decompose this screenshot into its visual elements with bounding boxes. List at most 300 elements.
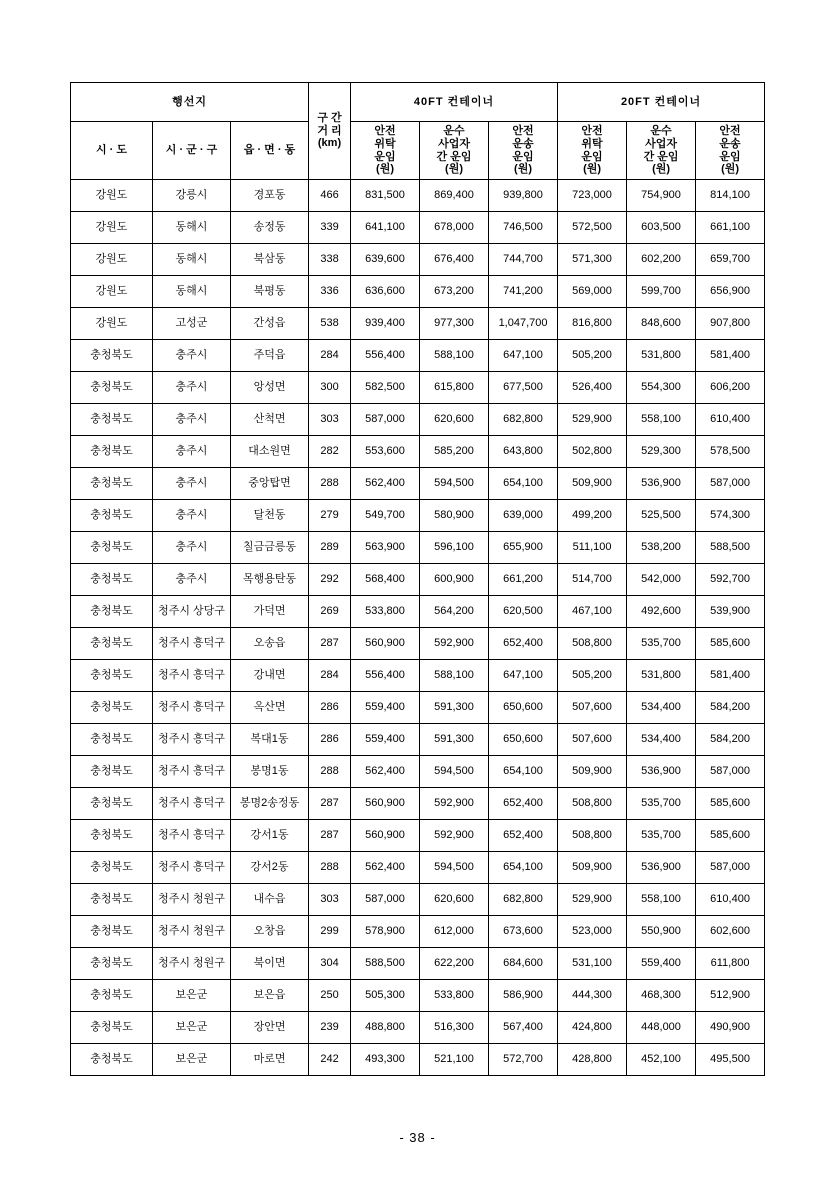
table-cell: 청주시 상당구 [153,596,231,628]
table-cell: 507,600 [558,724,627,756]
table-cell: 529,900 [558,404,627,436]
header-40ft-safe-trust-fare [351,122,420,180]
table-cell: 주덕읍 [231,340,309,372]
table-cell: 강원도 [71,180,153,212]
table-row [71,884,765,916]
table-cell: 보은군 [153,1044,231,1076]
table-cell: 508,800 [558,788,627,820]
table-cell: 533,800 [351,596,420,628]
table-cell: 239 [309,1012,351,1044]
table-cell: 충청북도 [71,692,153,724]
table-cell: 충청북도 [71,884,153,916]
table-cell: 655,900 [489,532,558,564]
table-cell: 554,300 [627,372,696,404]
table-cell: 571,300 [558,244,627,276]
table-cell: 509,900 [558,468,627,500]
table-cell: 충청북도 [71,564,153,596]
table-cell: 677,500 [489,372,558,404]
table-cell: 444,300 [558,980,627,1012]
table-cell: 달천동 [231,500,309,532]
table-cell: 충청북도 [71,372,153,404]
table-cell: 동해시 [153,212,231,244]
table-cell: 1,047,700 [489,308,558,340]
header-40ft-carrier-fare [420,122,489,180]
header-line: 간 운임 [643,150,679,163]
table-cell: 청주시 청원구 [153,948,231,980]
table-row [71,500,765,532]
table-cell: 652,400 [489,820,558,852]
table-header [71,83,765,180]
table-cell: 고성군 [153,308,231,340]
table-row [71,340,765,372]
header-line: 운임 [581,150,603,163]
table-cell: 639,000 [489,500,558,532]
table-cell: 468,300 [627,980,696,1012]
table-cell: 269 [309,596,351,628]
table-row [71,628,765,660]
table-row [71,404,765,436]
table-cell: 287 [309,788,351,820]
table-cell: 536,900 [627,756,696,788]
table-cell: 466 [309,180,351,212]
table-cell: 559,400 [351,724,420,756]
header-container-20ft: 20FT 컨테이너 [558,83,765,122]
table-cell: 충청북도 [71,628,153,660]
table-row [71,212,765,244]
table-cell: 562,400 [351,756,420,788]
table-cell: 청주시 흥덕구 [153,692,231,724]
table-cell: 587,000 [351,884,420,916]
table-cell: 강내면 [231,660,309,692]
table-cell: 639,600 [351,244,420,276]
table-row [71,724,765,756]
table-cell: 516,300 [420,1012,489,1044]
table-row [71,372,765,404]
header-line: (원) [376,163,394,176]
table-row [71,532,765,564]
table-cell: 654,100 [489,756,558,788]
table-cell: 장안면 [231,1012,309,1044]
table-cell: 250 [309,980,351,1012]
table-cell: 615,800 [420,372,489,404]
table-cell: 620,500 [489,596,558,628]
table-cell: 507,600 [558,692,627,724]
table-cell: 533,800 [420,980,489,1012]
table-cell: 599,700 [627,276,696,308]
table-cell: 539,900 [696,596,765,628]
header-distance-line1: 구 간 [317,112,342,125]
table-cell: 814,100 [696,180,765,212]
table-cell: 594,500 [420,468,489,500]
table-cell: 538 [309,308,351,340]
table-cell: 592,900 [420,788,489,820]
table-row [71,820,765,852]
table-cell: 562,400 [351,852,420,884]
table-cell: 536,900 [627,468,696,500]
header-line: 운수 [443,125,465,138]
table-cell: 옥산면 [231,692,309,724]
table-row [71,468,765,500]
table-cell: 499,200 [558,500,627,532]
table-cell: 충주시 [153,404,231,436]
table-header-row-group [71,83,765,122]
table-row [71,244,765,276]
table-cell: 531,100 [558,948,627,980]
table-cell: 606,200 [696,372,765,404]
table-cell: 531,800 [627,660,696,692]
table-cell: 564,200 [420,596,489,628]
header-line: 간 운임 [436,150,472,163]
header-20ft-carrier-fare [627,122,696,180]
table-cell: 652,400 [489,628,558,660]
header-distance-line2: 거 리 [317,124,342,137]
table-cell: 보은군 [153,1012,231,1044]
table-cell: 강원도 [71,244,153,276]
table-cell: 청주시 청원구 [153,884,231,916]
header-sido: 시 · 도 [71,122,153,180]
header-line: 사업자 [645,137,677,150]
table-cell: 488,800 [351,1012,420,1044]
header-line: 운임 [719,150,741,163]
table-cell: 585,600 [696,820,765,852]
table-cell: 충청북도 [71,756,153,788]
table-cell: 충주시 [153,372,231,404]
table-cell: 509,900 [558,852,627,884]
table-cell: 299 [309,916,351,948]
table-cell: 594,500 [420,852,489,884]
table-cell: 907,800 [696,308,765,340]
table-cell: 충청북도 [71,820,153,852]
table-cell: 594,500 [420,756,489,788]
table-cell: 경포동 [231,180,309,212]
table-cell: 592,900 [420,820,489,852]
table-cell: 586,900 [489,980,558,1012]
table-cell: 580,900 [420,500,489,532]
table-cell: 560,900 [351,788,420,820]
table-cell: 충청북도 [71,660,153,692]
table-cell: 869,400 [420,180,489,212]
table-cell: 643,800 [489,436,558,468]
table-cell: 424,800 [558,1012,627,1044]
table-cell: 충청북도 [71,1044,153,1076]
table-cell: 충청북도 [71,788,153,820]
table-row [71,916,765,948]
header-line: 사업자 [438,137,470,150]
table-cell: 582,500 [351,372,420,404]
table-cell: 청주시 흥덕구 [153,724,231,756]
table-cell: 556,400 [351,660,420,692]
table-cell: 304 [309,948,351,980]
table-cell: 289 [309,532,351,564]
table-cell: 641,100 [351,212,420,244]
table-cell: 661,100 [696,212,765,244]
table-cell: 587,000 [696,852,765,884]
table-cell: 마로면 [231,1044,309,1076]
table-cell: 673,600 [489,916,558,948]
table-cell: 678,000 [420,212,489,244]
table-cell: 강원도 [71,212,153,244]
table-cell: 청주시 흥덕구 [153,820,231,852]
table-cell: 535,700 [627,628,696,660]
table-cell: 286 [309,724,351,756]
table-cell: 287 [309,820,351,852]
table-cell: 452,100 [627,1044,696,1076]
table-row [71,180,765,212]
table-cell: 939,800 [489,180,558,212]
header-eupmyeondong: 읍 · 면 · 동 [231,122,309,180]
table-row [71,692,765,724]
table-cell: 간성읍 [231,308,309,340]
header-line: (원) [445,163,463,176]
table-cell: 529,300 [627,436,696,468]
table-cell: 526,400 [558,372,627,404]
table-cell: 568,400 [351,564,420,596]
table-cell: 충청북도 [71,916,153,948]
table-cell: 511,100 [558,532,627,564]
table-cell: 336 [309,276,351,308]
table-cell: 848,600 [627,308,696,340]
table-cell: 673,200 [420,276,489,308]
table-cell: 574,300 [696,500,765,532]
table-row [71,1012,765,1044]
table-cell: 650,600 [489,724,558,756]
header-line: 안전 [719,125,741,138]
table-cell: 490,900 [696,1012,765,1044]
table-cell: 북이면 [231,948,309,980]
table-cell: 288 [309,852,351,884]
header-line: (원) [721,163,740,176]
table-row [71,980,765,1012]
table-cell: 588,100 [420,340,489,372]
table-cell: 북삼동 [231,244,309,276]
table-cell: 602,200 [627,244,696,276]
header-container-40ft: 40FT 컨테이너 [351,83,558,122]
table-cell: 831,500 [351,180,420,212]
table-cell: 충청북도 [71,1012,153,1044]
table-cell: 682,800 [489,884,558,916]
table-cell: 572,700 [489,1044,558,1076]
header-20ft-safe-trust-fare [558,122,627,180]
table-cell: 청주시 흥덕구 [153,788,231,820]
table-cell: 충청북도 [71,948,153,980]
table-cell: 복대1동 [231,724,309,756]
table-cell: 587,000 [696,468,765,500]
table-cell: 충주시 [153,564,231,596]
table-cell: 723,000 [558,180,627,212]
table-cell: 오창읍 [231,916,309,948]
table-cell: 505,300 [351,980,420,1012]
table-cell: 청주시 흥덕구 [153,660,231,692]
table-cell: 521,100 [420,1044,489,1076]
table-cell: 572,500 [558,212,627,244]
header-40ft-safe-transport-fare [489,122,558,180]
table-cell: 칠금금릉동 [231,532,309,564]
table-cell: 612,000 [420,916,489,948]
header-line: 안전 [512,125,534,138]
header-line: 운송 [719,137,741,150]
table-cell: 656,900 [696,276,765,308]
table-row [71,788,765,820]
table-cell: 목행용탄동 [231,564,309,596]
table-cell: 591,300 [420,724,489,756]
table-cell: 287 [309,628,351,660]
table-row [71,308,765,340]
header-line: 위탁 [581,137,603,150]
table-cell: 939,400 [351,308,420,340]
table-cell: 622,200 [420,948,489,980]
table-cell: 535,700 [627,788,696,820]
table-cell: 620,600 [420,884,489,916]
table-cell: 535,700 [627,820,696,852]
table-cell: 661,200 [489,564,558,596]
header-line: 안전 [581,125,603,138]
table-cell: 584,200 [696,692,765,724]
table-cell: 338 [309,244,351,276]
header-line: 운임 [512,150,534,163]
table-cell: 588,100 [420,660,489,692]
table-cell: 충청북도 [71,724,153,756]
table-cell: 603,500 [627,212,696,244]
table-cell: 303 [309,884,351,916]
table-cell: 288 [309,468,351,500]
table-row [71,436,765,468]
table-row [71,660,765,692]
table-cell: 578,900 [351,916,420,948]
table-cell: 242 [309,1044,351,1076]
table-cell: 647,100 [489,660,558,692]
table-cell: 충청북도 [71,532,153,564]
table-cell: 567,400 [489,1012,558,1044]
table-cell: 339 [309,212,351,244]
table-cell: 534,400 [627,724,696,756]
table-cell: 505,200 [558,340,627,372]
table-cell: 509,900 [558,756,627,788]
table-cell: 충청북도 [71,500,153,532]
table-cell: 558,100 [627,884,696,916]
table-cell: 525,500 [627,500,696,532]
table-cell: 654,100 [489,852,558,884]
table-cell: 강릉시 [153,180,231,212]
table-cell: 충청북도 [71,340,153,372]
table-cell: 602,600 [696,916,765,948]
header-destination: 행선지 [71,83,309,122]
table-cell: 512,900 [696,980,765,1012]
table-cell: 536,900 [627,852,696,884]
table-cell: 봉명2송정동 [231,788,309,820]
table-cell: 북평동 [231,276,309,308]
table-cell: 684,600 [489,948,558,980]
table-cell: 279 [309,500,351,532]
header-line: 위탁 [374,137,396,150]
table-cell: 앙성면 [231,372,309,404]
table-cell: 596,100 [420,532,489,564]
table-cell: 봉명1동 [231,756,309,788]
table-cell: 303 [309,404,351,436]
header-line: 운수 [650,125,672,138]
table-cell: 청주시 흥덕구 [153,852,231,884]
table-cell: 588,500 [351,948,420,980]
table-cell: 542,000 [627,564,696,596]
table-cell: 505,200 [558,660,627,692]
table-cell: 549,700 [351,500,420,532]
table-cell: 600,900 [420,564,489,596]
table-cell: 보은읍 [231,980,309,1012]
table-cell: 563,900 [351,532,420,564]
table-cell: 558,100 [627,404,696,436]
header-line: (원) [583,163,602,176]
table-cell: 강서2동 [231,852,309,884]
table-cell: 오송읍 [231,628,309,660]
table-cell: 741,200 [489,276,558,308]
table-cell: 508,800 [558,628,627,660]
table-cell: 746,500 [489,212,558,244]
table-cell: 611,800 [696,948,765,980]
table-cell: 652,400 [489,788,558,820]
table-cell: 592,700 [696,564,765,596]
table-cell: 620,600 [420,404,489,436]
table-cell: 288 [309,756,351,788]
table-row [71,756,765,788]
table-cell: 충청북도 [71,596,153,628]
table-cell: 636,600 [351,276,420,308]
table-cell: 충청북도 [71,404,153,436]
table-cell: 청주시 흥덕구 [153,756,231,788]
header-line: 운송 [512,137,534,150]
table-cell: 534,400 [627,692,696,724]
header-line: 운임 [374,150,396,163]
table-cell: 523,000 [558,916,627,948]
table-cell: 610,400 [696,884,765,916]
table-cell: 754,900 [627,180,696,212]
header-line: (원) [514,163,532,176]
table-cell: 충주시 [153,468,231,500]
table-cell: 내수읍 [231,884,309,916]
table-cell: 647,100 [489,340,558,372]
table-cell: 581,400 [696,660,765,692]
table-cell: 559,400 [351,692,420,724]
table-cell: 592,900 [420,628,489,660]
table-cell: 977,300 [420,308,489,340]
table-cell: 654,100 [489,468,558,500]
table-cell: 562,400 [351,468,420,500]
table-row [71,852,765,884]
table-row [71,948,765,980]
table-cell: 682,800 [489,404,558,436]
table-cell: 538,200 [627,532,696,564]
table-cell: 514,700 [558,564,627,596]
table-cell: 강원도 [71,276,153,308]
table-cell: 531,800 [627,340,696,372]
table-cell: 가덕면 [231,596,309,628]
header-sigungu: 시 · 군 · 구 [153,122,231,180]
table-cell: 충청북도 [71,468,153,500]
table-cell: 산척면 [231,404,309,436]
table-body [71,180,765,1076]
table-cell: 560,900 [351,820,420,852]
table-cell: 강원도 [71,308,153,340]
table-cell: 448,000 [627,1012,696,1044]
table-cell: 동해시 [153,276,231,308]
table-cell: 585,200 [420,436,489,468]
table-cell: 493,300 [351,1044,420,1076]
table-row [71,564,765,596]
header-distance-line3: (km) [317,137,342,150]
table-cell: 588,500 [696,532,765,564]
table-cell: 502,800 [558,436,627,468]
table-cell: 428,800 [558,1044,627,1076]
table-cell: 충청북도 [71,436,153,468]
header-distance [309,83,351,180]
